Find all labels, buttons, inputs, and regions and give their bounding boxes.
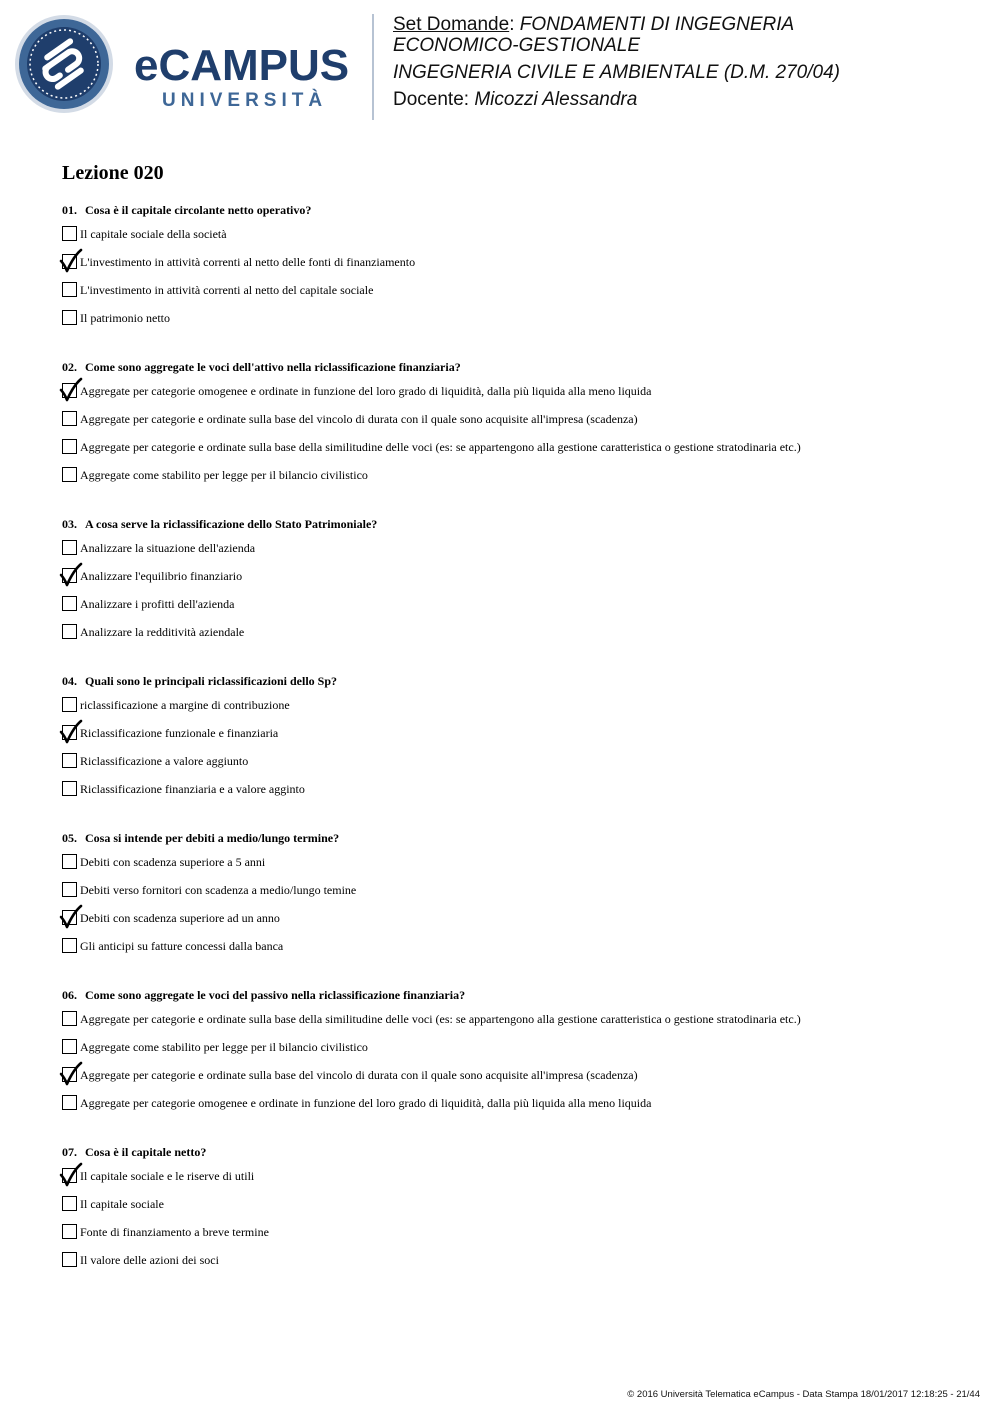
answer-checkbox[interactable] bbox=[62, 1252, 77, 1267]
question-label: Come sono aggregate le voci dell'attivo nella riclassificazione finanziaria? bbox=[85, 360, 461, 374]
course-line: Set Domande: FONDAMENTI DI INGEGNERIA bbox=[393, 14, 795, 35]
answer-label: Fonte di finanziamento a breve termine bbox=[80, 1225, 269, 1239]
answer-checkbox[interactable] bbox=[62, 467, 77, 482]
question-2 bbox=[62, 359, 962, 495]
question-3 bbox=[62, 516, 962, 652]
answer-checkbox[interactable] bbox=[62, 938, 77, 953]
answer-label: Debiti con scadenza superiore ad un anno bbox=[80, 911, 280, 925]
question-text bbox=[62, 1144, 962, 1160]
answer-option[interactable] bbox=[62, 910, 962, 938]
answer-option[interactable] bbox=[62, 781, 962, 809]
answer-option[interactable] bbox=[62, 467, 962, 495]
answer-label: riclassificazione a margine di contribuzione bbox=[80, 698, 290, 712]
answer-option[interactable] bbox=[62, 596, 962, 624]
answer-checkbox[interactable] bbox=[62, 1011, 77, 1026]
set-label: Set Domande bbox=[393, 14, 510, 35]
answer-label: L'investimento in attività correnti al netto delle fonti di finanziamento bbox=[80, 255, 416, 269]
answer-checkbox[interactable] bbox=[62, 697, 77, 712]
answer-label: Il valore delle azioni dei soci bbox=[80, 1253, 219, 1267]
question-number: 04. bbox=[62, 674, 77, 688]
answer-checkbox[interactable] bbox=[62, 1095, 77, 1110]
answer-option[interactable] bbox=[62, 383, 962, 411]
question-5 bbox=[62, 830, 962, 966]
answer-option[interactable] bbox=[62, 854, 962, 882]
answer-label: Aggregate per categorie e ordinate sulla base del vincolo di durata con il quale sono acquisite all'impresa (scadenza) bbox=[80, 1068, 638, 1082]
question-number: 01. bbox=[62, 203, 77, 217]
answer-option[interactable] bbox=[62, 753, 962, 781]
question-number: 07. bbox=[62, 1145, 77, 1159]
answer-checkbox[interactable] bbox=[62, 596, 77, 611]
answer-label: Aggregate per categorie omogenee e ordinate in funzione del loro grado di liquidità, dalla più liquida alla meno liquida bbox=[80, 384, 652, 398]
answer-option[interactable] bbox=[62, 1224, 962, 1252]
answer-option[interactable] bbox=[62, 1039, 962, 1067]
answer-label: Aggregate per categorie e ordinate sulla base della similitudine delle voci (es: se appartengono alla gestione caratteristica o gestione stratodinaria etc.) bbox=[80, 1012, 801, 1026]
question-label: Cosa si intende per debiti a medio/lungo termine? bbox=[85, 831, 340, 845]
answer-label: Aggregate come stabilito per legge per il bilancio civilistico bbox=[80, 468, 368, 482]
lesson-title: Lezione 020 bbox=[62, 162, 164, 184]
answer-label: Il patrimonio netto bbox=[80, 311, 170, 325]
ecampus-logo bbox=[14, 14, 359, 116]
question-6 bbox=[62, 987, 962, 1123]
question-text bbox=[62, 830, 962, 846]
answer-label: Debiti con scadenza superiore a 5 anni bbox=[80, 855, 266, 869]
question-text bbox=[62, 987, 962, 1003]
question-number: 02. bbox=[62, 360, 77, 374]
question-label: Cosa è il capitale netto? bbox=[85, 1145, 207, 1159]
answer-option[interactable] bbox=[62, 411, 962, 439]
answer-label: Il capitale sociale e le riserve di utili bbox=[80, 1169, 255, 1183]
answer-option[interactable] bbox=[62, 540, 962, 568]
answer-option[interactable] bbox=[62, 725, 962, 753]
header-divider bbox=[372, 14, 374, 120]
answer-label: Gli anticipi su fatture concessi dalla banca bbox=[80, 939, 284, 953]
question-label: Cosa è il capitale circolante netto operativo? bbox=[85, 203, 312, 217]
answer-label: Analizzare la situazione dell'azienda bbox=[80, 541, 256, 555]
logo-subtitle: UNIVERSITÀ bbox=[162, 90, 328, 111]
quiz-content bbox=[62, 160, 962, 1301]
answer-option[interactable] bbox=[62, 1168, 962, 1196]
answer-checkbox[interactable] bbox=[62, 282, 77, 297]
header-info bbox=[393, 14, 993, 110]
question-label: A cosa serve la riclassificazione dello Stato Patrimoniale? bbox=[85, 517, 378, 531]
answer-checkbox[interactable] bbox=[62, 854, 77, 869]
question-list bbox=[62, 202, 962, 1280]
answer-label: Il capitale sociale bbox=[80, 1197, 164, 1211]
answer-label: Aggregate per categorie e ordinate sulla base della similitudine delle voci (es: se appartengono alla gestione caratteristica o gestione stratodinaria etc.) bbox=[80, 440, 801, 454]
course-title: FONDAMENTI DI INGEGNERIA bbox=[519, 14, 795, 35]
answer-label: Il capitale sociale della società bbox=[80, 227, 227, 241]
answer-checkbox[interactable] bbox=[62, 624, 77, 639]
answer-checkbox[interactable] bbox=[62, 1224, 77, 1239]
question-text bbox=[62, 202, 962, 218]
answer-option[interactable] bbox=[62, 624, 962, 652]
answer-label: Riclassificazione finanziaria e a valore agginto bbox=[80, 782, 305, 796]
answer-checkbox[interactable] bbox=[62, 226, 77, 241]
answer-checkbox[interactable] bbox=[62, 540, 77, 555]
answer-label: Aggregate per categorie e ordinate sulla base del vincolo di durata con il quale sono acquisite all'impresa (scadenza) bbox=[80, 412, 638, 426]
ecampus-emblem-icon bbox=[15, 15, 113, 113]
answer-checkbox[interactable] bbox=[62, 882, 77, 897]
answer-label: Analizzare i profitti dell'azienda bbox=[80, 597, 235, 611]
answer-checkbox[interactable] bbox=[62, 411, 77, 426]
question-7 bbox=[62, 1144, 962, 1280]
question-number: 05. bbox=[62, 831, 77, 845]
answer-option[interactable] bbox=[62, 226, 962, 254]
answer-label: Aggregate come stabilito per legge per il bilancio civilistico bbox=[80, 1040, 368, 1054]
answer-checkbox[interactable] bbox=[62, 781, 77, 796]
question-1 bbox=[62, 202, 962, 338]
answer-label: L'investimento in attività correnti al netto del capitale sociale bbox=[80, 283, 374, 297]
teacher-line bbox=[393, 89, 993, 110]
answer-checkbox[interactable] bbox=[62, 310, 77, 325]
answer-checkbox[interactable] bbox=[62, 1196, 77, 1211]
answer-checkbox[interactable] bbox=[62, 1039, 77, 1054]
answer-option[interactable] bbox=[62, 882, 962, 910]
answer-option[interactable] bbox=[62, 1095, 962, 1123]
question-label: Quali sono le principali riclassificazioni dello Sp? bbox=[85, 674, 338, 688]
teacher-name: Micozzi Alessandra bbox=[474, 89, 638, 110]
question-label: Come sono aggregate le voci del passivo nella riclassificazione finanziaria? bbox=[85, 988, 466, 1002]
course-title-continued: ECONOMICO-GESTIONALE bbox=[393, 35, 641, 56]
answer-label: Analizzare l'equilibrio finanziario bbox=[80, 569, 243, 583]
answer-option[interactable] bbox=[62, 1252, 962, 1280]
answer-option[interactable] bbox=[62, 568, 962, 596]
question-text bbox=[62, 516, 962, 532]
page-footer: © 2016 Università Telematica eCampus - Data Stampa 18/01/2017 12:18:25 - 21/44 bbox=[627, 1389, 980, 1400]
answer-option[interactable] bbox=[62, 310, 962, 338]
answer-label: Riclassificazione a valore aggiunto bbox=[80, 754, 249, 768]
answer-option[interactable] bbox=[62, 254, 962, 282]
answer-label: Analizzare la redditività aziendale bbox=[80, 625, 245, 639]
logo-wordmark: eCAMPUS bbox=[134, 41, 350, 90]
question-text bbox=[62, 359, 962, 375]
degree-program: INGEGNERIA CIVILE E AMBIENTALE (D.M. 270/04) bbox=[393, 62, 840, 83]
teacher-label: Docente: bbox=[393, 89, 470, 110]
answer-checkbox[interactable] bbox=[62, 753, 77, 768]
answer-option[interactable] bbox=[62, 1011, 962, 1039]
answer-option[interactable] bbox=[62, 697, 962, 725]
question-text bbox=[62, 673, 962, 689]
answer-checkbox[interactable] bbox=[62, 439, 77, 454]
answer-label: Aggregate per categorie omogenee e ordinate in funzione del loro grado di liquidità, dalla più liquida alla meno liquida bbox=[80, 1096, 652, 1110]
answer-option[interactable] bbox=[62, 1067, 962, 1095]
answer-option[interactable] bbox=[62, 439, 962, 467]
answer-option[interactable] bbox=[62, 1196, 962, 1224]
answer-label: Debiti verso fornitori con scadenza a medio/lungo temine bbox=[80, 883, 357, 897]
question-number: 06. bbox=[62, 988, 77, 1002]
answer-label: Riclassificazione funzionale e finanziaria bbox=[80, 726, 279, 740]
question-number: 03. bbox=[62, 517, 77, 531]
answer-option[interactable] bbox=[62, 282, 962, 310]
question-4 bbox=[62, 673, 962, 809]
answer-option[interactable] bbox=[62, 938, 962, 966]
